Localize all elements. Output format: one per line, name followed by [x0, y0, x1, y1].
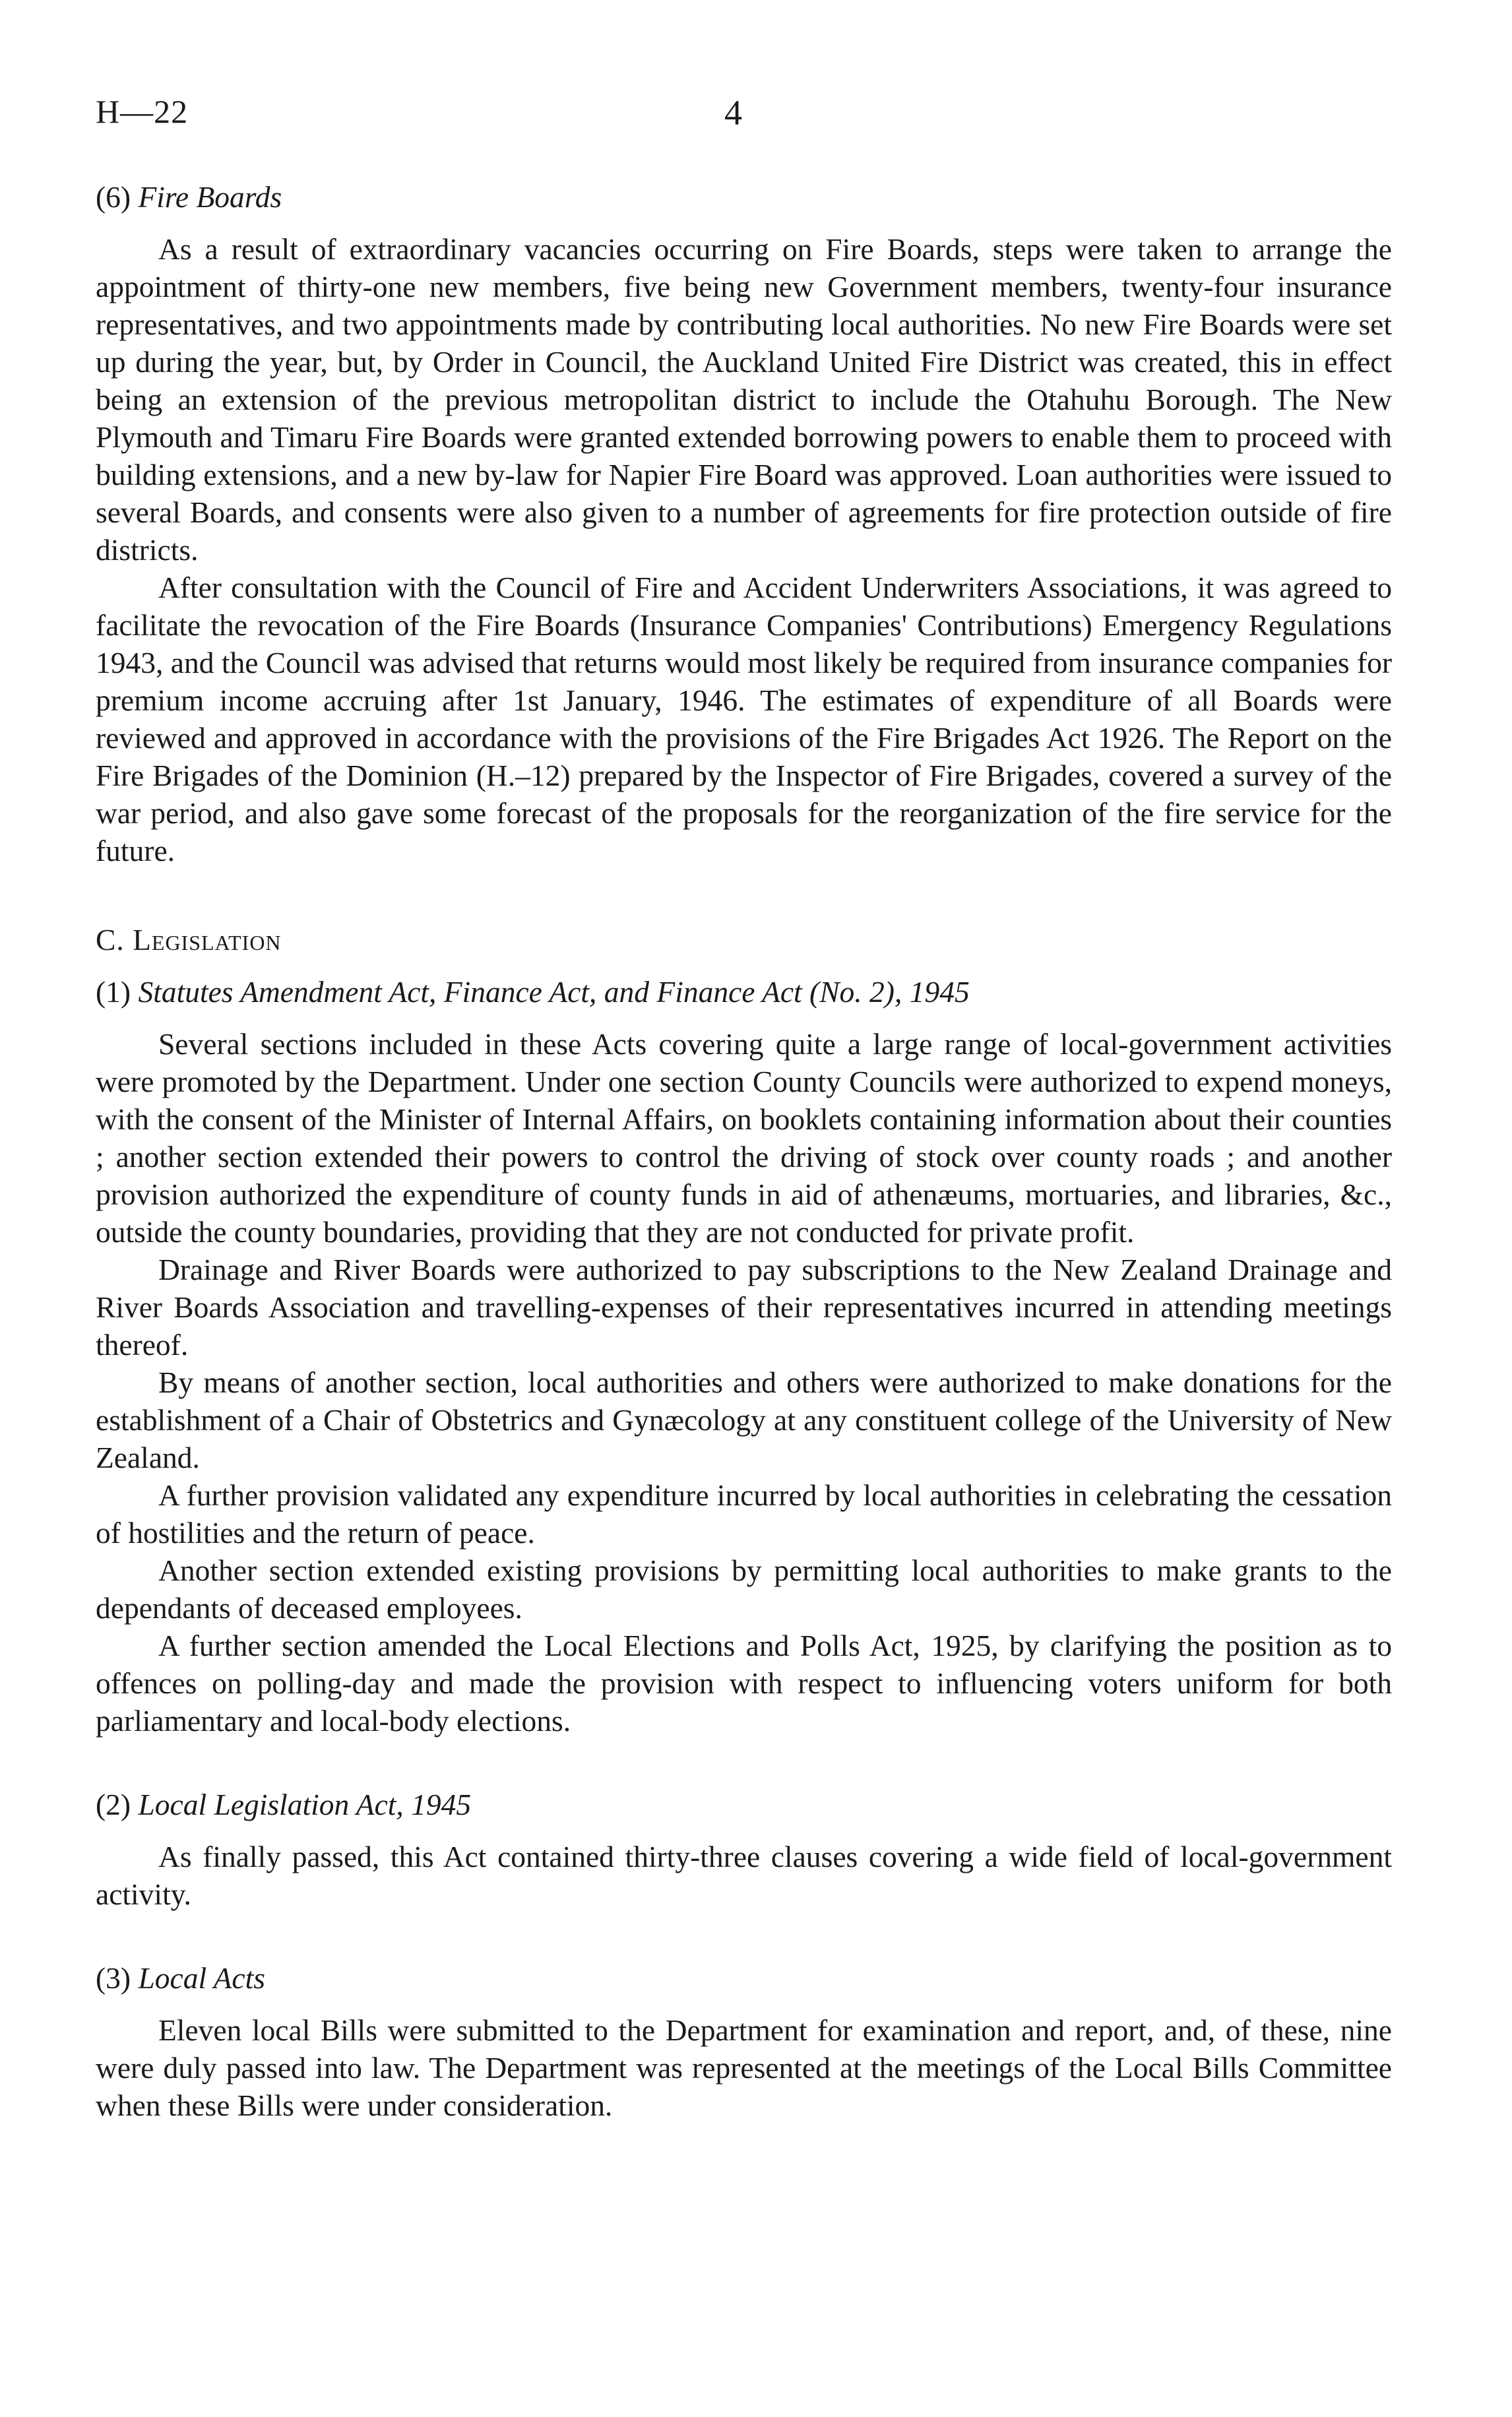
- paragraph: After consultation with the Council of Fire and Accident Underwriters Associations, it was agreed to facilitate the revocation of the Fire Boards (Insurance Companies' Contributions) Emergency Regulations 1943, and the Council was advised that returns would most likely be required from insurance companies for premium income accruing after 1st January, 1946. The estimates of expenditure of all Boards were reviewed and approved in accordance with the provisions of the Fire Brigades Act 1926. The Report on the Fire Brigades of the Dominion (H.–12) prepared by the Inspector of Fire Brigades, covered a survey of the war period, and also gave some forecast of the proposals for the reorganization of the fire service for the future.: [96, 571, 1392, 867]
- subsection-heading-statutes: [96, 973, 1392, 1011]
- section-heading-legislation: C. Legislation: [96, 923, 282, 957]
- subsection-heading-local-acts: [96, 1959, 1392, 1997]
- subsection-heading-local-legislation: [96, 1786, 1392, 1823]
- paragraph: As finally passed, this Act contained thirty-three clauses covering a wide field of local-government activity.: [96, 1840, 1392, 1911]
- paragraph: Eleven local Bills were submitted to the Department for examination and report, and, of these, nine were duly passed into law. The Department was represented at the meetings of the Local Bills Committee when these Bills were under consideration.: [96, 2013, 1392, 2122]
- paragraph: A further section amended the Local Elections and Polls Act, 1925, by clarifying the position as to offences on polling-day and made the provision with respect to influencing voters uniform for both parliamentary and local-body elections.: [96, 1629, 1392, 1738]
- paragraph: By means of another section, local authorities and others were authorized to make donations for the establishment of a Chair of Obstetrics and Gynæcology at any constituent college of the University of New Zealand.: [96, 1365, 1392, 1474]
- heading-title: Local Acts: [138, 1961, 265, 1995]
- heading-title: Local Legislation Act, 1945: [138, 1788, 472, 1821]
- heading-number: (6): [96, 180, 131, 214]
- heading-number: (3): [96, 1961, 131, 1995]
- section-heading-fire-boards: [96, 178, 1392, 216]
- paragraph: Drainage and River Boards were authorized to pay subscriptions to the New Zealand Drainage and River Boards Association and travelling-expenses of their representatives incurred in attending meetings thereof.: [96, 1253, 1392, 1362]
- heading-title: Statutes Amendment Act, Finance Act, and Finance Act (No. 2), 1945: [138, 975, 970, 1009]
- document-reference: H—22: [96, 93, 189, 130]
- heading-number: (2): [96, 1788, 131, 1821]
- paragraph: Another section extended existing provisions by permitting local authorities to make grants to the dependants of deceased employees.: [96, 1554, 1392, 1625]
- page-number: 4: [724, 93, 742, 133]
- paragraph: A further provision validated any expenditure incurred by local authorities in celebrating the cessation of hostilities and the return of peace.: [96, 1478, 1392, 1550]
- page-body: [96, 178, 1392, 2124]
- heading-number: (1): [96, 975, 131, 1009]
- paragraph: As a result of extraordinary vacancies occurring on Fire Boards, steps were taken to arrange the appointment of thirty-one new members, five being new Government members, twenty-four insurance representatives, and two appointments made by contributing local authorities. No new Fire Boards were set up during the year, but, by Order in Council, the Auckland United Fire District was created, this in effect being an extension of the previous metropolitan district to include the Otahuhu Borough. The New Plymouth and Timaru Fire Boards were granted extended borrowing powers to enable them to proceed with building extensions, and a new by-law for Napier Fire Board was approved. Loan authorities were issued to several Boards, and consents were also given to a number of agreements for fire protection outside of fire districts.: [96, 232, 1392, 567]
- paragraph: Several sections included in these Acts covering quite a large range of local-government activities were promoted by the Department. Under one section County Councils were authorized to expend moneys, with the consent of the Minister of Internal Affairs, on booklets containing information about their counties ; another section extended their powers to control the driving of stock over county roads ; and another provision authorized the expenditure of county funds in aid of athenæums, mortuaries, and libraries, &c., outside the county boundaries, providing that they are not conducted for private profit.: [96, 1027, 1392, 1249]
- heading-title: Fire Boards: [138, 180, 282, 214]
